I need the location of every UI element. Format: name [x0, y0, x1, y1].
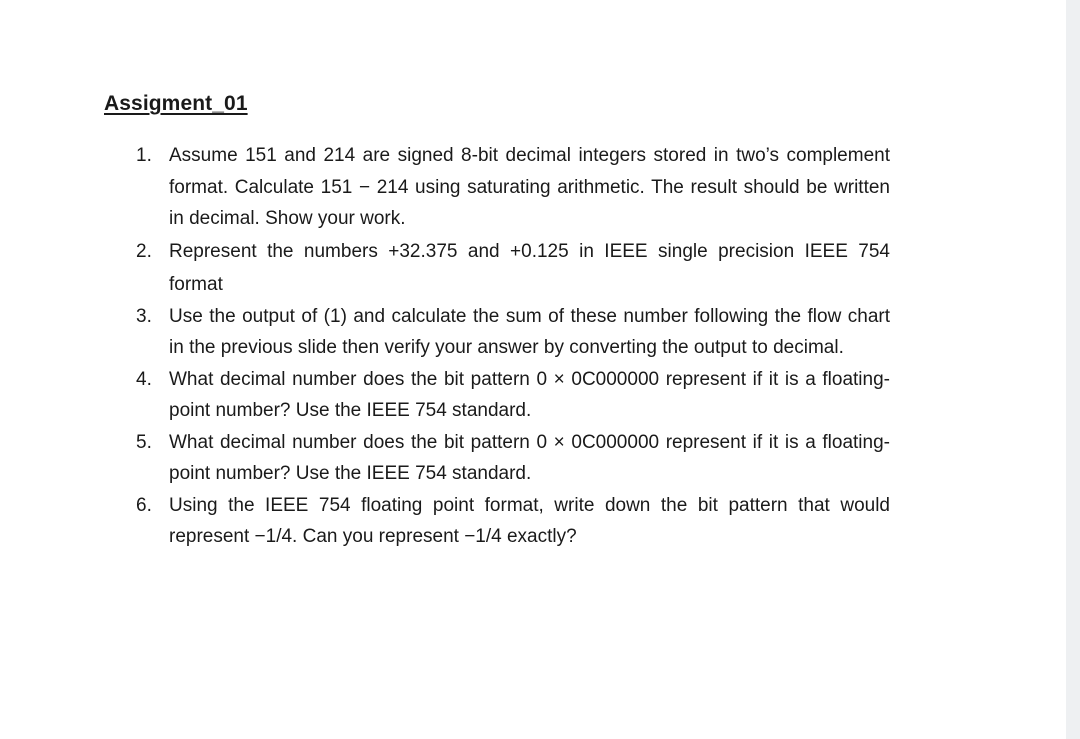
question-list [136, 140, 890, 553]
question-text: Represent the numbers +32.375 and +0.125 in IEEE single precision IEEE 754 format [169, 240, 890, 295]
question-item [136, 364, 890, 427]
question-item [136, 301, 890, 364]
question-number: 6. [136, 494, 152, 516]
question-number: 5. [136, 431, 152, 453]
question-text: Use the output of (1) and calculate the sum of these number following the flow chart in the previous slide then verify your answer by converting the output to decimal. [169, 305, 890, 358]
question-text: Using the IEEE 754 floating point format, write down the bit pattern that would represent −1/4. Can you represent −1/4 exactly? [169, 494, 890, 547]
question-item [136, 427, 890, 490]
question-text: Assume 151 and 214 are signed 8-bit decimal integers stored in two’s complement format. Calculate 151 − 214 using saturating arithmetic. The result should be written in decimal. Show your work. [169, 145, 890, 229]
question-item [136, 140, 890, 235]
question-number: 3. [136, 305, 152, 327]
assignment-title: Assigment_01 [104, 92, 248, 115]
question-number: 1. [136, 145, 152, 166]
question-text: What decimal number does the bit pattern 0 × 0C000000 represent if it is a floating-point number? Use the IEEE 754 standard. [169, 431, 890, 484]
question-number: 4. [136, 368, 152, 390]
question-text: What decimal number does the bit pattern 0 × 0C000000 represent if it is a floating-point number? Use the IEEE 754 standard. [169, 368, 890, 421]
question-number: 2. [136, 240, 152, 262]
side-margin-strip [1066, 0, 1080, 739]
question-item [136, 235, 890, 301]
question-item [136, 490, 890, 553]
